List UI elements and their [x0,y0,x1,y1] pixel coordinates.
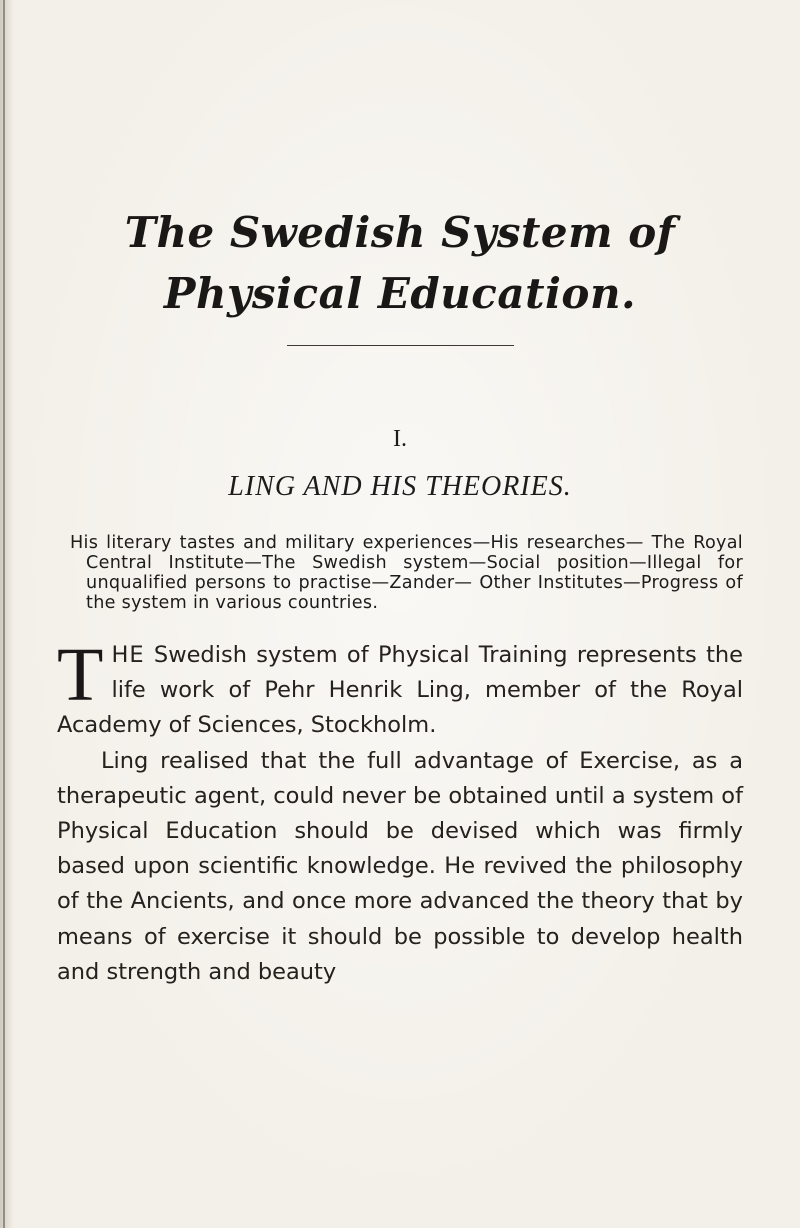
chapter-title: LING AND HIS THEORIES. [228,471,572,502]
page-spine-edge [3,0,5,1228]
chapter-summary [70,533,743,613]
opening-word-rest: HE [111,642,145,668]
body-text [57,633,743,990]
drop-cap: T [57,633,104,717]
paragraph-2: Ling realised that the full advantage of Exercise, as a therapeutic agent, could never be obtained until a system of Physical Education should be devised which was firmly based upon scientific knowledge. He revived the philosophy of the Ancients, and once more advanced the theory that by means of exercise it should be possible to develop health and strength and beauty [57,747,743,985]
title-divider-rule [287,345,514,346]
main-title-line-2: Physical Education. [163,269,637,318]
chapter-number: I. [393,426,407,452]
paragraph-1-text: Swedish system of Physical Training represents the life work of Pehr Henrik Ling, member of the Royal Academy of Sciences, Stockholm. [57,642,743,739]
paragraph-1 [57,633,743,744]
chapter-summary-text: His literary tastes and military experiences—His researches— The Royal Central Institute—The Swedish system—Social position—Illegal for unqualified persons to practise—Zander— Other Institutes—Progress of the system in various countries. [70,533,743,613]
main-title-line-1: The Swedish System of [124,208,676,257]
